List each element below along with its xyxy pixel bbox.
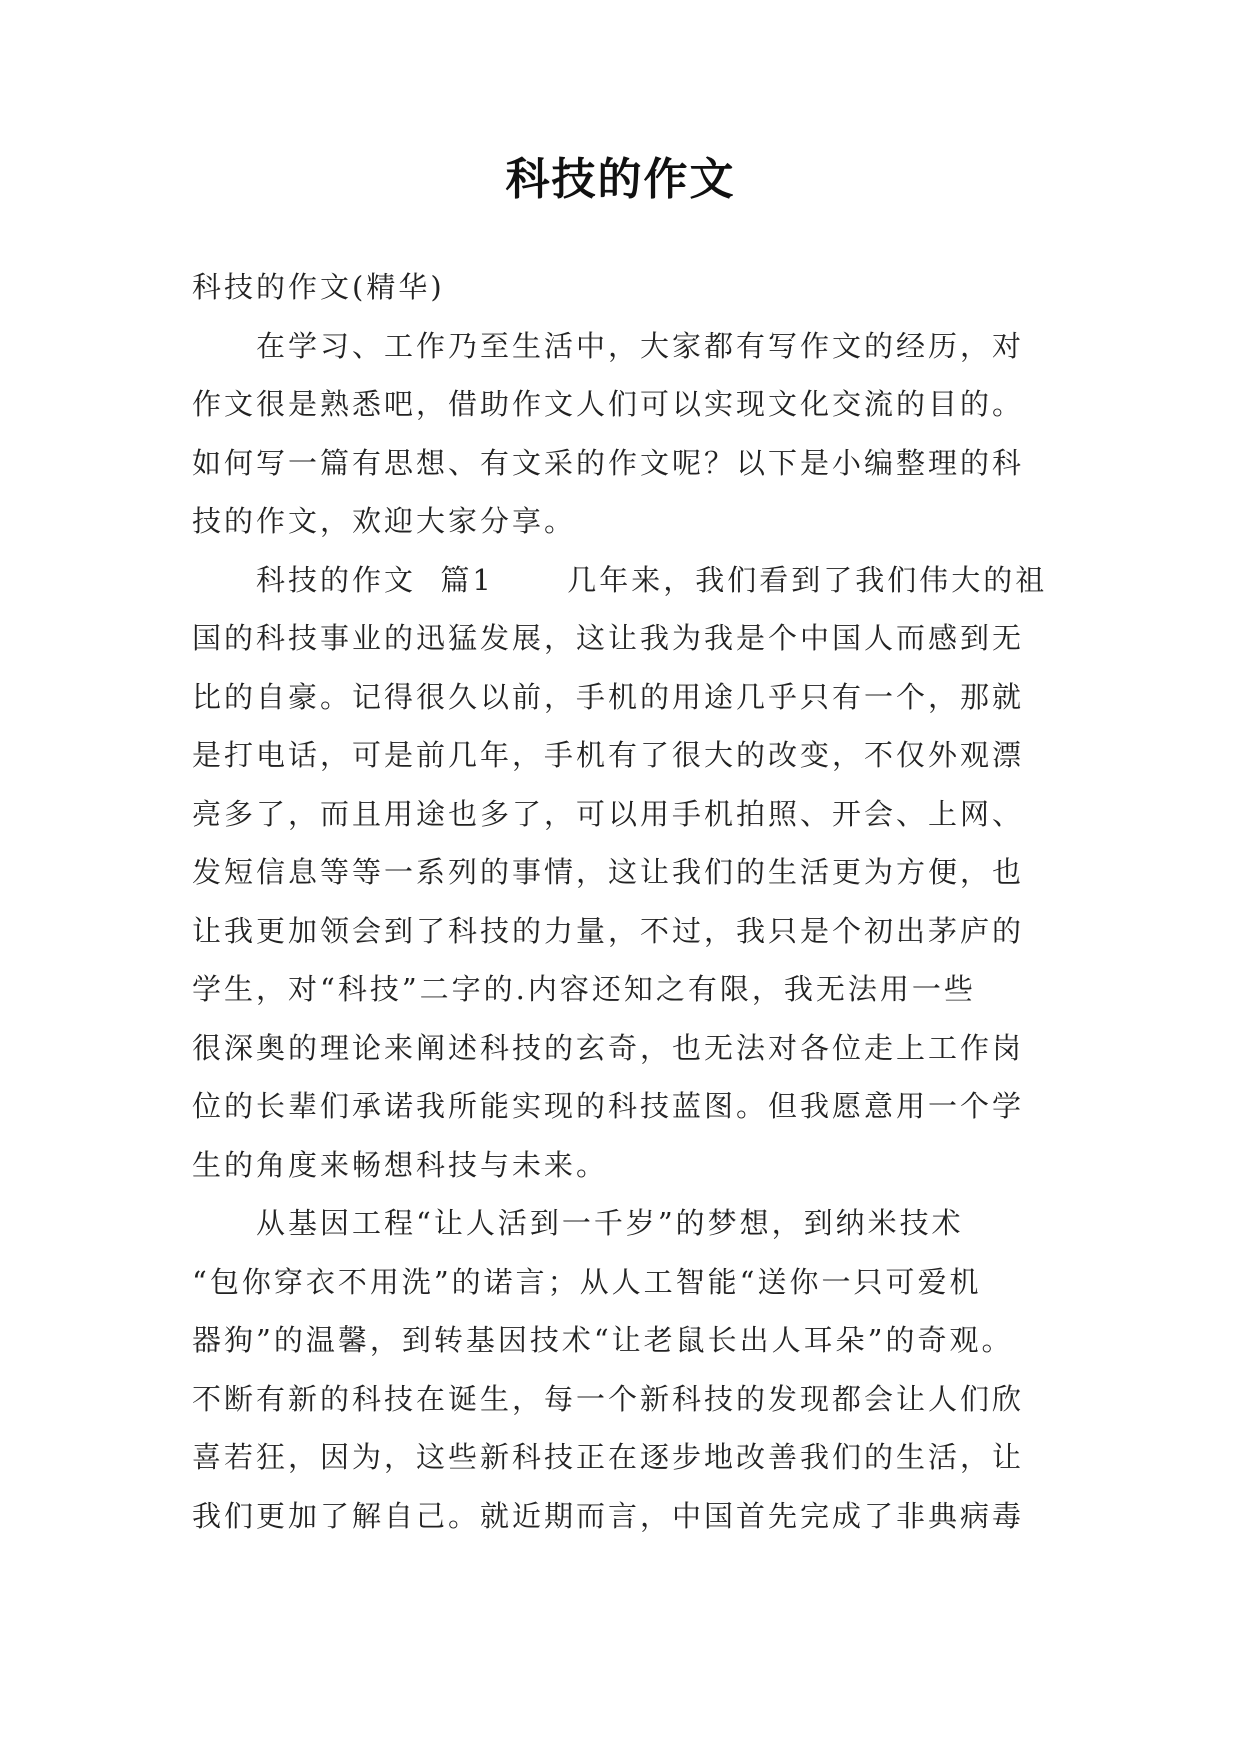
paragraph-line: 国的科技事业的迅猛发展，这让我为我是个中国人而感到无 <box>192 621 1025 655</box>
paragraph-line: 科技的作文 篇1 几年来，我们看到了我们伟大的祖 <box>256 562 1048 597</box>
document-title: 科技的作文 <box>505 154 736 205</box>
paragraph-line: 学生，对“科技”二字的.内容还知之有限，我无法用一些 <box>192 972 976 1006</box>
paragraph-intro <box>192 317 1082 551</box>
paragraph-line: 如何写一篇有思想、有文采的作文呢？以下是小编整理的科 <box>192 445 1025 480</box>
paragraph-line: 是打电话，可是前几年，手机有了很大的改变，不仅外观漂 <box>192 738 1025 772</box>
paragraph-line: 不断有新的科技在诞生，每一个新科技的发现都会让人们欣 <box>192 1381 1025 1416</box>
paragraph-line: 作文很是熟悉吧，借助作文人们可以实现文化交流的目的。 <box>192 387 1025 421</box>
document-subtitle: 科技的作文(精华) <box>192 270 445 304</box>
document-body <box>192 258 1082 1545</box>
paragraph-line: 在学习、工作乃至生活中，大家都有写作文的经历，对 <box>256 328 1025 363</box>
paragraph-line: 亮多了，而且用途也多了，可以用手机拍照、开会、上网、 <box>192 796 1025 831</box>
paragraph-line: 我们更加了解自己。就近期而言，中国首先完成了非典病毒 <box>192 1498 1025 1533</box>
paragraph-line: 比的自豪。记得很久以前，手机的用途几乎只有一个，那就 <box>192 679 1025 714</box>
paragraph-essay-1 <box>192 551 1082 1195</box>
paragraph-essay-2 <box>192 1194 1082 1545</box>
paragraph-line: 位的长辈们承诺我所能实现的科技蓝图。但我愿意用一个学 <box>192 1089 1025 1123</box>
paragraph-line: 发短信息等等一系列的事情，这让我们的生活更为方便，也 <box>192 855 1025 889</box>
paragraph-line: 从基因工程“让人活到一千岁”的梦想，到纳米技术 <box>256 1206 964 1240</box>
paragraph-line: 喜若狂，因为，这些新科技正在逐步地改善我们的生活，让 <box>192 1440 1025 1474</box>
paragraph-line: “包你穿衣不用洗”的诺言；从人工智能“送你一只可爱机 <box>192 1264 982 1299</box>
paragraph-line: 技的作文，欢迎大家分享。 <box>192 504 577 538</box>
paragraph-line: 生的角度来畅想科技与未来。 <box>192 1147 609 1182</box>
paragraph-line: 很深奥的理论来阐述科技的玄奇，也无法对各位走上工作岗 <box>192 1030 1025 1065</box>
paragraph-line: 器狗”的温馨，到转基因技术“让老鼠长出人耳朵”的奇观。 <box>192 1323 1014 1357</box>
paragraph-line: 让我更加领会到了科技的力量，不过，我只是个初出茅庐的 <box>192 913 1025 948</box>
